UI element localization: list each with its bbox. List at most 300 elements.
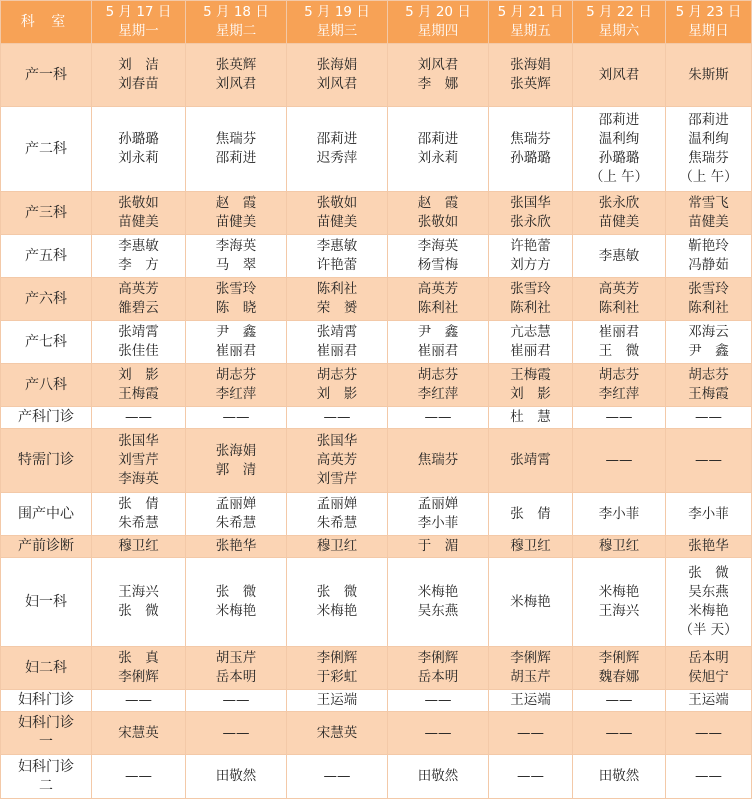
doctor-name: 朱希慧	[215, 515, 257, 531]
duty-cell	[666, 493, 752, 536]
doctor-name: ——	[125, 409, 152, 425]
table-row	[1, 755, 752, 799]
duty-cell	[92, 690, 186, 712]
doctor-name: 胡志芬	[215, 367, 257, 383]
dept-column-header: 科 室	[1, 1, 92, 44]
dept-name-line: 产前诊断	[18, 538, 74, 554]
duty-cell	[388, 321, 489, 364]
doctor-name: 张 倩	[118, 496, 159, 512]
day-weekday: 星期五	[510, 23, 551, 39]
doctor-name: 邵莉进	[417, 131, 459, 147]
doctor-name: 张敬如	[316, 195, 358, 211]
dept-name-line: 产二科	[25, 140, 67, 157]
day-header	[666, 1, 752, 44]
duty-cell	[573, 493, 666, 536]
duty-cell	[287, 364, 388, 407]
doctor-name: 朱希慧	[118, 515, 159, 531]
doctor-name: （上 午）	[679, 169, 738, 185]
doctor-name: ——	[695, 409, 722, 425]
duty-cell	[573, 755, 666, 799]
duty-cell	[186, 558, 287, 647]
doctor-name: 李惠敏	[316, 238, 358, 254]
duty-cell	[92, 107, 186, 192]
duty-cell	[388, 364, 489, 407]
duty-cell	[92, 755, 186, 799]
doctor-name: 张国华	[510, 195, 551, 211]
duty-cell	[388, 192, 489, 235]
duty-cell	[388, 558, 489, 647]
duty-cell	[287, 647, 388, 690]
doctor-name: 李海英	[417, 238, 459, 254]
duty-cell	[666, 278, 752, 321]
table-row	[1, 321, 752, 364]
doctor-name: 高英芳	[417, 281, 459, 297]
doctor-name: 孙璐璐	[598, 150, 640, 166]
duty-cell	[92, 364, 186, 407]
duty-cell	[573, 192, 666, 235]
duty-cell	[666, 107, 752, 192]
doctor-name: 李俐辉	[417, 650, 459, 666]
doctor-name: ——	[424, 724, 452, 741]
doctor-name: 张国华	[118, 433, 159, 449]
duty-cell	[666, 690, 752, 712]
doctor-name: 吴东燕	[417, 603, 459, 619]
duty-cell	[573, 647, 666, 690]
duty-cell	[573, 44, 666, 107]
doctor-name: 刘 影	[510, 386, 551, 402]
doctor-name: 孟丽婵	[417, 496, 459, 512]
doctor-name: 李红萍	[598, 386, 640, 402]
doctor-name: 焦瑞芬	[510, 131, 551, 147]
doctor-name: 米梅艳	[598, 584, 640, 600]
duty-cell	[186, 712, 287, 755]
dept-name-line: 妇科门诊	[18, 758, 74, 775]
duty-cell	[489, 536, 573, 558]
duty-cell	[186, 647, 287, 690]
duty-cell	[186, 755, 287, 799]
doctor-name: 刘风君	[316, 76, 358, 92]
dept-name-line: 妇一科	[25, 593, 67, 610]
day-header	[287, 1, 388, 44]
duty-cell	[666, 755, 752, 799]
table-row	[1, 235, 752, 278]
doctor-name: 常雪飞	[688, 195, 729, 211]
doctor-name: 邓海云	[688, 324, 729, 340]
doctor-name: 米梅艳	[316, 603, 358, 619]
day-date: 5 月 21 日	[497, 4, 564, 20]
doctor-name: ——	[605, 692, 633, 708]
doctor-name: 王运端	[316, 692, 358, 708]
duty-cell	[92, 321, 186, 364]
doctor-name: 马 翠	[215, 257, 257, 273]
doctor-name: 张靖霄	[118, 324, 159, 340]
doctor-name: 刘雪芹	[118, 452, 159, 468]
duty-cell	[92, 44, 186, 107]
dept-name	[1, 44, 92, 107]
doctor-name: 刘 洁	[118, 57, 159, 73]
dept-name-line: 产科门诊	[18, 409, 74, 425]
dept-name	[1, 755, 92, 799]
duty-cell	[186, 44, 287, 107]
day-date: 5 月 17 日	[105, 4, 172, 20]
doctor-name: 张永欣	[510, 214, 551, 230]
duty-cell	[573, 364, 666, 407]
doctor-name: 李俐辉	[510, 650, 551, 666]
doctor-name: ——	[517, 724, 544, 741]
dept-name-line: 妇科门诊	[18, 692, 74, 708]
dept-name-line: 妇二科	[25, 659, 67, 676]
duty-cell	[388, 278, 489, 321]
duty-cell	[489, 321, 573, 364]
doctor-name: ——	[517, 768, 544, 784]
duty-cell	[186, 107, 287, 192]
duty-cell	[489, 558, 573, 647]
doctor-name: 米梅艳	[417, 584, 459, 600]
duty-cell	[489, 647, 573, 690]
doctor-name: 尹 鑫	[215, 324, 257, 340]
doctor-name: 王运端	[510, 692, 551, 708]
duty-cell	[388, 536, 489, 558]
doctor-name: 温利绚	[688, 131, 729, 147]
day-weekday: 星期日	[688, 23, 729, 39]
doctor-name: ——	[695, 724, 722, 741]
doctor-name: 张雪玲	[510, 281, 551, 297]
duty-cell	[287, 278, 388, 321]
doctor-name: 张 微	[688, 565, 729, 581]
doctor-name: 田敬然	[417, 768, 459, 784]
dept-name-line: 产五科	[25, 247, 67, 264]
doctor-name: 高英芳	[316, 452, 358, 468]
dept-name	[1, 493, 92, 536]
doctor-name: 崔丽君	[510, 343, 551, 359]
duty-cell	[186, 278, 287, 321]
duty-cell	[666, 44, 752, 107]
duty-cell	[489, 429, 573, 493]
doctor-name: 崔丽君	[316, 343, 358, 359]
doctor-name: 邵莉进	[688, 112, 729, 128]
duty-cell	[388, 107, 489, 192]
duty-cell	[287, 536, 388, 558]
duty-cell	[287, 235, 388, 278]
duty-cell	[186, 407, 287, 429]
doctor-name: 杨雪梅	[417, 257, 459, 273]
doctor-name: 杜 慧	[510, 409, 551, 425]
doctor-name: 米梅艳	[215, 603, 257, 619]
dept-name-line: 产一科	[25, 66, 67, 83]
doctor-name: 邵莉进	[215, 150, 257, 166]
duty-cell	[92, 493, 186, 536]
doctor-name: 李海英	[118, 471, 159, 487]
doctor-name: 温利绚	[598, 131, 640, 147]
doctor-name: 雒碧云	[118, 300, 159, 316]
doctor-name: 刘永莉	[417, 150, 459, 166]
table-row	[1, 690, 752, 712]
duty-cell	[186, 429, 287, 493]
doctor-name: 李小菲	[598, 505, 640, 522]
doctor-name: 魏春娜	[598, 669, 640, 685]
doctor-name: 苗健美	[688, 214, 729, 230]
doctor-name: 李红萍	[215, 386, 257, 402]
doctor-name: 陈利社	[316, 281, 358, 297]
doctor-name: 张雪玲	[215, 281, 257, 297]
doctor-name: （半 天）	[679, 622, 738, 638]
duty-cell	[92, 558, 186, 647]
doctor-name: 高英芳	[118, 281, 159, 297]
dept-name	[1, 647, 92, 690]
duty-cell	[573, 558, 666, 647]
doctor-name: 靳艳玲	[688, 238, 729, 254]
duty-cell	[489, 192, 573, 235]
table-row	[1, 407, 752, 429]
doctor-name: 田敬然	[598, 768, 640, 784]
doctor-name: 亢志慧	[510, 324, 551, 340]
doctor-name: 许艳蕾	[510, 238, 551, 254]
doctor-name: 苗健美	[598, 214, 640, 230]
dept-name	[1, 712, 92, 755]
doctor-name: 刘风君	[598, 66, 640, 83]
doctor-name: 郭 清	[215, 461, 257, 478]
duty-cell	[666, 235, 752, 278]
doctor-name: 刘风君	[215, 76, 257, 92]
doctor-name: 苗健美	[215, 214, 257, 230]
dept-name	[1, 429, 92, 493]
doctor-name: 孙璐璐	[118, 131, 159, 147]
day-header	[186, 1, 287, 44]
doctor-name: 陈利社	[688, 300, 729, 316]
doctor-name: 王梅霞	[510, 367, 551, 383]
dept-name	[1, 107, 92, 192]
table-row	[1, 107, 752, 192]
duty-cell	[287, 321, 388, 364]
doctor-name: 岳本明	[688, 650, 729, 666]
duty-cell	[489, 235, 573, 278]
duty-cell	[573, 321, 666, 364]
duty-cell	[186, 690, 287, 712]
doctor-name: 张海娟	[215, 442, 257, 459]
doctor-name: 陈 晓	[215, 300, 257, 316]
table-row	[1, 647, 752, 690]
duty-cell	[92, 407, 186, 429]
schedule-body	[1, 44, 752, 799]
duty-cell	[388, 647, 489, 690]
dept-name	[1, 192, 92, 235]
doctor-name: 邵莉进	[316, 131, 358, 147]
duty-cell	[666, 558, 752, 647]
dept-name	[1, 235, 92, 278]
duty-cell	[573, 429, 666, 493]
table-row	[1, 536, 752, 558]
doctor-name: 刘永莉	[118, 150, 159, 166]
doctor-name: 李小菲	[417, 515, 459, 531]
dept-name-line: 产六科	[25, 290, 67, 307]
doctor-name: 张永欣	[598, 195, 640, 211]
doctor-name: ——	[424, 692, 452, 708]
table-row	[1, 278, 752, 321]
doctor-name: 焦瑞芬	[688, 150, 729, 166]
doctor-name: 张艳华	[215, 538, 257, 554]
doctor-name: ——	[605, 409, 633, 425]
doctor-name: 刘 影	[118, 367, 159, 383]
duty-cell	[666, 407, 752, 429]
duty-cell	[287, 493, 388, 536]
duty-cell	[573, 690, 666, 712]
duty-cell	[573, 536, 666, 558]
doctor-name: 米梅艳	[510, 593, 551, 610]
dept-name	[1, 364, 92, 407]
doctor-name: 张 微	[118, 603, 159, 619]
doctor-name: 张敬如	[118, 195, 159, 211]
doctor-name: 张雪玲	[688, 281, 729, 297]
duty-cell	[388, 712, 489, 755]
duty-cell	[573, 107, 666, 192]
doctor-name: 许艳蕾	[316, 257, 358, 273]
dept-name-line: 妇科门诊	[18, 715, 74, 731]
doctor-name: 崔丽君	[417, 343, 459, 359]
table-row	[1, 192, 752, 235]
duty-cell	[666, 364, 752, 407]
table-row	[1, 364, 752, 407]
duty-cell	[186, 192, 287, 235]
doctor-name: 陈利社	[598, 300, 640, 316]
doctor-name: 米梅艳	[688, 603, 729, 619]
doctor-name: 李惠敏	[118, 238, 159, 254]
dept-name	[1, 407, 92, 429]
duty-cell	[388, 690, 489, 712]
duty-cell	[186, 493, 287, 536]
duty-cell	[573, 712, 666, 755]
doctor-name: 李俐辉	[316, 650, 358, 666]
day-weekday: 星期三	[316, 23, 358, 39]
duty-cell	[92, 536, 186, 558]
day-date: 5 月 18 日	[203, 4, 269, 20]
doctor-name: 邵莉进	[598, 112, 640, 128]
duty-cell	[287, 429, 388, 493]
doctor-name: 苗健美	[118, 214, 159, 230]
doctor-name: 张 倩	[510, 505, 551, 522]
doctor-name: 王运端	[688, 692, 729, 708]
doctor-name: ——	[222, 692, 250, 708]
doctor-name: ——	[605, 452, 633, 468]
duty-cell	[388, 755, 489, 799]
duty-cell	[186, 536, 287, 558]
doctor-name: 刘雪芹	[316, 471, 358, 487]
duty-cell	[287, 558, 388, 647]
doctor-name: 朱斯斯	[688, 66, 729, 83]
doctor-name: ——	[323, 409, 351, 425]
table-row	[1, 558, 752, 647]
doctor-name: 孙璐璐	[510, 150, 551, 166]
doctor-name: ——	[424, 409, 452, 425]
doctor-name: 张靖霄	[510, 452, 551, 468]
doctor-name: ——	[222, 724, 250, 741]
doctor-name: 岳本明	[417, 669, 459, 685]
day-header	[388, 1, 489, 44]
doctor-name: 胡志芬	[598, 367, 640, 383]
doctor-name: 宋慧英	[316, 724, 358, 741]
day-weekday: 星期六	[598, 23, 640, 39]
doctor-name: 苗健美	[316, 214, 358, 230]
duty-cell	[287, 107, 388, 192]
doctor-name: 胡志芬	[417, 367, 459, 383]
day-header	[573, 1, 666, 44]
dept-name	[1, 536, 92, 558]
day-header	[489, 1, 573, 44]
duty-cell	[92, 278, 186, 321]
duty-cell	[287, 712, 388, 755]
doctor-name: 高英芳	[598, 281, 640, 297]
duty-cell	[388, 235, 489, 278]
duty-cell	[287, 192, 388, 235]
doctor-name: 张英辉	[215, 57, 257, 73]
duty-cell	[573, 278, 666, 321]
day-date: 5 月 19 日	[304, 4, 370, 20]
duty-cell	[388, 407, 489, 429]
duty-cell	[287, 44, 388, 107]
doctor-name: 田敬然	[215, 768, 257, 784]
duty-cell	[666, 536, 752, 558]
doctor-name: ——	[695, 768, 722, 784]
duty-cell	[489, 407, 573, 429]
duty-cell	[489, 493, 573, 536]
duty-cell	[388, 429, 489, 493]
dept-name	[1, 321, 92, 364]
duty-cell	[666, 647, 752, 690]
doctor-name: 胡玉芹	[510, 669, 551, 685]
doctor-name: 赵 霞	[215, 195, 257, 211]
duty-cell	[666, 429, 752, 493]
doctor-name: 张海娟	[510, 57, 551, 73]
dept-name	[1, 690, 92, 712]
doctor-name: 张靖霄	[316, 324, 358, 340]
doctor-name: 宋慧英	[118, 724, 159, 741]
day-weekday: 星期一	[118, 23, 159, 39]
dept-name-line: 产三科	[25, 204, 67, 221]
doctor-name: 李俐辉	[118, 669, 159, 685]
day-date: 5 月 22 日	[586, 4, 652, 20]
dept-name-line: 产八科	[25, 376, 67, 393]
doctor-name: 于 湄	[417, 538, 459, 554]
doctor-name: 朱希慧	[316, 515, 358, 531]
duty-cell	[287, 690, 388, 712]
doctor-name: 张 微	[215, 584, 257, 600]
doctor-name: 胡玉芹	[215, 650, 257, 666]
duty-cell	[92, 235, 186, 278]
doctor-name: 崔丽君	[598, 324, 640, 340]
doctor-name: 迟秀萍	[316, 150, 358, 166]
doctor-name: 于彩虹	[316, 669, 358, 685]
doctor-name: 穆卫红	[510, 538, 551, 554]
dept-name	[1, 558, 92, 647]
duty-cell	[287, 407, 388, 429]
doctor-name: 李 娜	[417, 76, 459, 92]
duty-cell	[92, 429, 186, 493]
doctor-name: 刘方方	[510, 257, 551, 273]
header-row	[1, 1, 752, 44]
doctor-name: ——	[125, 692, 152, 708]
doctor-name: 王梅霞	[118, 386, 159, 402]
doctor-name: 张国华	[316, 433, 358, 449]
day-weekday: 星期二	[215, 23, 257, 39]
table-row	[1, 712, 752, 755]
doctor-name: 张海娟	[316, 57, 358, 73]
doctor-name: 陈利社	[417, 300, 459, 316]
doctor-name: 孟丽婵	[215, 496, 257, 512]
doctor-name: 吴东燕	[688, 584, 729, 600]
doctor-name: ——	[695, 452, 722, 468]
duty-cell	[287, 755, 388, 799]
doctor-name: 刘春苗	[118, 76, 159, 92]
doctor-name: 王海兴	[598, 603, 640, 619]
